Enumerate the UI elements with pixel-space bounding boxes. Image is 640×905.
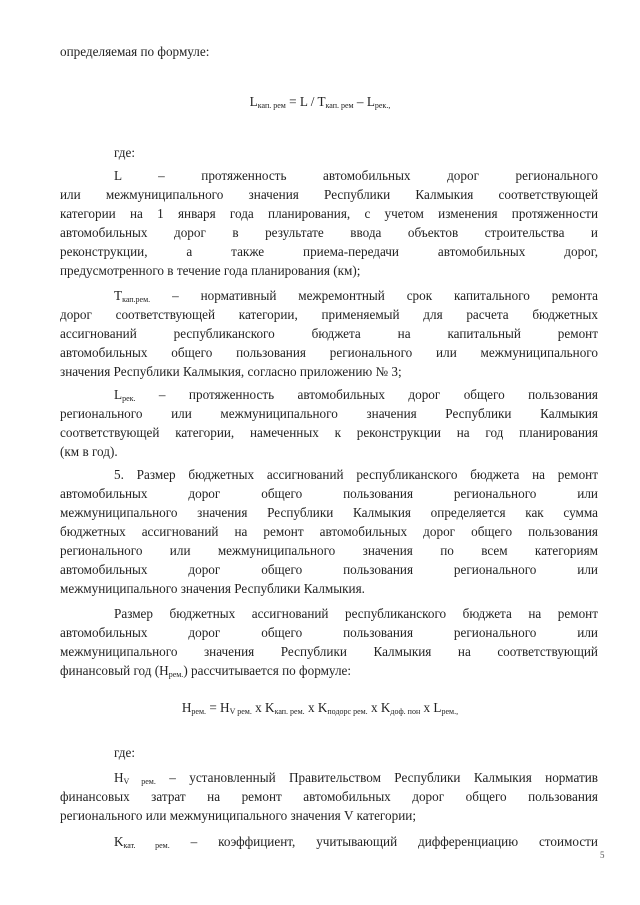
para6-line: межмуниципального значения Республики Калмыкия на соответствующий — [60, 644, 598, 659]
def-l-line: предусмотренного в течение года планирования (км); — [60, 263, 361, 278]
para5-line: регионального или межмуниципального значения по всем категориям — [60, 543, 598, 558]
para5-line: автомобильных дорог общего пользования регионального или — [60, 562, 598, 577]
def-t-line: $T_{кап.рем.}$ – нормативный межремонтный срок капитального ремонта — [114, 288, 598, 304]
para6-line: автомобильных дорог общего пользования регионального или — [60, 625, 598, 640]
intro-line: определяемая по формуле: — [60, 44, 210, 59]
para5-line: бюджетных ассигнований на ремонт автомобильных дорог общего пользования — [60, 524, 598, 539]
formula-repair-allocation: $H_{рем.} = H_{V рем.}$ х $K_{кап. рем.}$ х $K_{подорс рем.}$ х $K_{доф. пон}$ х $L_{рем.,}$ — [181, 700, 459, 716]
def-lrek-line: $L_{рек.}$ – протяженность автомобильных дорог общего пользования — [114, 387, 598, 403]
def-l-line: категории на 1 января года планирования, с учетом изменения протяженности — [60, 206, 598, 221]
para5-line: 5. Размер бюджетных ассигнований республиканского бюджета на ремонт — [114, 467, 598, 482]
def-t-line: автомобильных общего пользования регионального или межмуниципального — [60, 345, 598, 360]
para5-line: межмуниципального значения Республики Калмыкия определяется как сумма — [60, 505, 598, 520]
def-t-line: ассигнований республиканского бюджета на капитальный ремонт — [60, 326, 598, 341]
where-label: где: — [114, 145, 135, 160]
def-hv-line: $H_{V рем.}$ – установленный Правительством Республики Калмыкия норматив — [114, 770, 598, 786]
def-lrek-line: (км в год). — [60, 444, 118, 459]
formula-capital-repair-length: $L_{кап. рем} = L / T_{кап. рем} - L_{рек.,}$ — [249, 94, 391, 110]
def-k-line: $K_{кат. рем.}$ – коэффициент, учитывающий дифференциацию стоимости — [114, 834, 598, 850]
def-lrek-line: регионального или межмуниципального значения Республики Калмыкия — [60, 406, 598, 421]
para5-line: автомобильных дорог общего пользования регионального или — [60, 486, 598, 501]
def-lrek-line: соответствующей категории, намеченных к реконструкции на год планирования — [60, 425, 598, 440]
def-t-line: значения Республики Калмыкия, согласно приложению № 3; — [60, 364, 402, 379]
def-hv-line: финансовых затрат на ремонт автомобильных дорог общего пользования — [60, 789, 598, 804]
def-l-line: или межмуниципального значения Республики Калмыкия соответствующей — [60, 187, 598, 202]
page-number: 5 — [600, 850, 605, 860]
where-label: где: — [114, 745, 135, 760]
para6-line: финансовый год $(Н_{рем.})$ рассчитывается по формуле: — [60, 663, 352, 679]
def-l-line: L – протяженность автомобильных дорог регионального — [114, 168, 598, 183]
def-hv-line: регионального или межмуниципального значения V категории; — [60, 808, 416, 823]
para5-line: межмуниципального значения Республики Калмыкия. — [60, 581, 365, 596]
def-t-line: дорог соответствующей категории, применяемый для расчета бюджетных — [60, 307, 598, 322]
para6-line: Размер бюджетных ассигнований республиканского бюджета на ремонт — [114, 606, 598, 621]
def-l-line: автомобильных дорог в результате ввода объектов строительства и — [60, 225, 598, 240]
def-l-line: реконструкции, а также приема-передачи автомобильных дорог, — [60, 244, 598, 259]
